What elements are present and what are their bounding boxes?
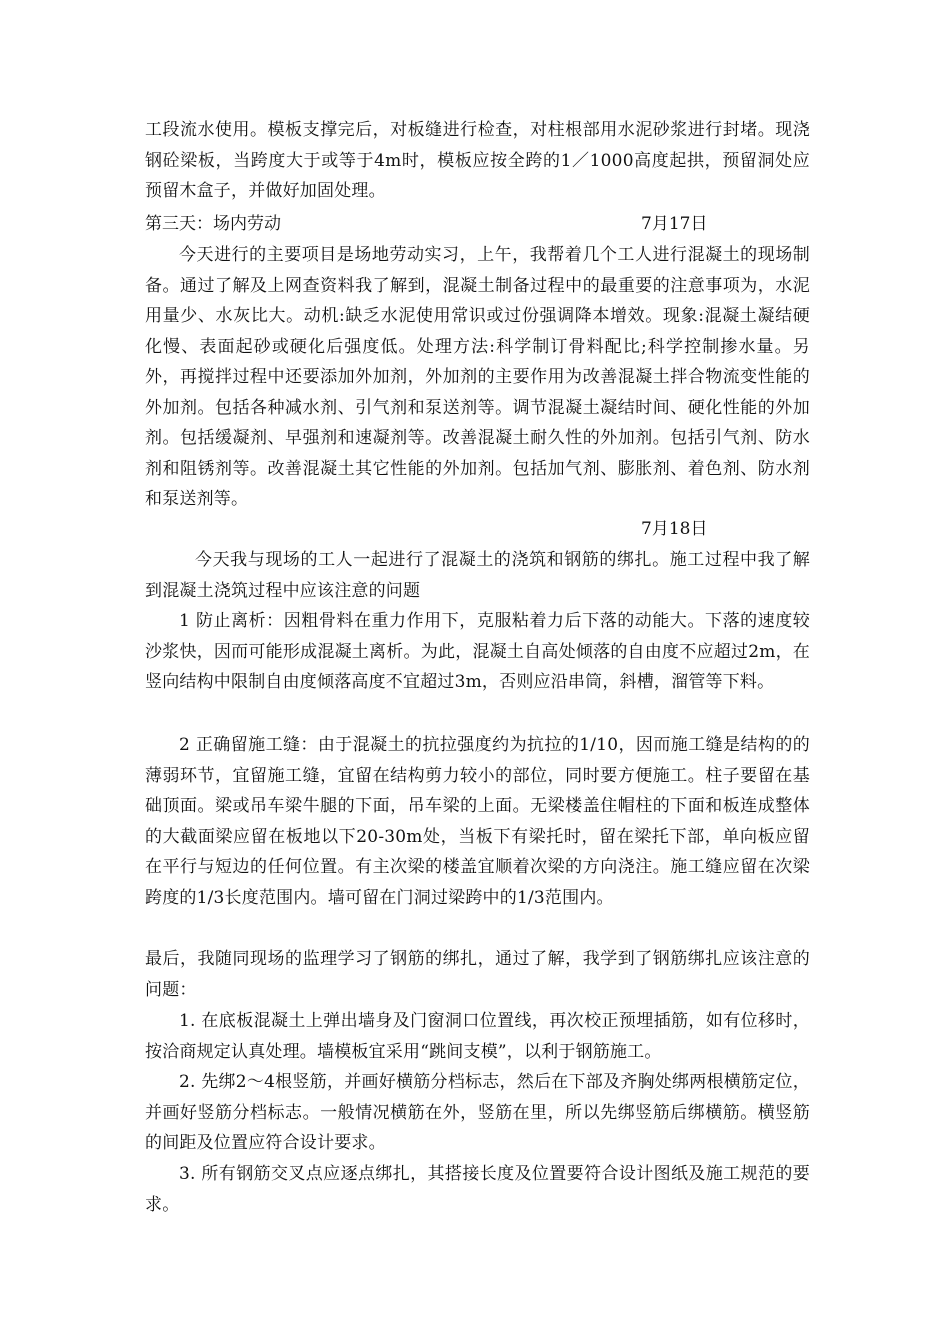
- rebar-item-3: 3. 所有钢筋交叉点应逐点绑扎，其搭接长度及位置要符合设计图纸及施工规范的要求。: [145, 1164, 810, 1215]
- concrete-item-2: 2 正确留施工缝：由于混凝土的抗拉强度约为抗拉的1/10，因而施工缝是结构的的薄弱环节，宜留施工缝，宜留在结构剪力较小的部位，同时要方便施工。柱子要留在基础顶面。梁或吊车梁牛腿的下面，吊车梁的上面。无梁楼盖住帽柱的下面和板连成整体的大截面梁应留在板地以下20-30m处，当板下有梁托时，留在梁托下部，单向板应留在平行与短边的任何位置。有主次梁的楼盖宜顺着次梁的方向浇注。施工缝应留在次梁跨度的1/3长度范围内。墙可留在门洞过梁跨中的1/3范围内。: [145, 735, 810, 908]
- day3-title: 第三天：场内劳动: [145, 214, 281, 234]
- day3-heading: [145, 209, 810, 239]
- intro-paragraph: 工段流水使用。模板支撑完后，对板缝进行检查，对柱根部用水泥砂浆进行封堵。现浇钢砼梁板，当跨度大于或等于4m时，模板应按全跨的1／1000高度起拱，预留洞处应预留木盒子，并做好加固处理。: [145, 120, 810, 201]
- day4-date: 7月18日: [641, 519, 708, 539]
- rebar-item-2: 2. 先绑2～4根竖筋，并画好横筋分档标志，然后在下部及齐胸处绑两根横筋定位，并画好竖筋分档标志。一般情况横筋在外，竖筋在里，所以先绑竖筋后绑横筋。横竖筋的间距及位置应符合设计要求。: [145, 1072, 810, 1153]
- day4-heading: [145, 514, 810, 544]
- day3-paragraph: 今天进行的主要项目是场地劳动实习，上午，我帮着几个工人进行混凝土的现场制备。通过了解及上网查资料我了解到，混凝土制备过程中的最重要的注意事项为，水泥用量少、水灰比大。动机:缺乏水泥使用常识或过份强调降本增效。现象:混凝土凝结硬化慢、表面起砂或硬化后强度低。处理方法:科学制订骨料配比;科学控制掺水量。另外，再搅拌过程中还要添加外加剂，外加剂的主要作用为改善混凝土拌合物流变性能的外加剂。包括各种减水剂、引气剂和泵送剂等。调节混凝土凝结时间、硬化性能的外加剂。包括缓凝剂、早强剂和速凝剂等。改善混凝土耐久性的外加剂。包括引气剂、防水剂和阻锈剂等。改善混凝土其它性能的外加剂。包括加气剂、膨胀剂、着色剂、防水剂和泵送剂等。: [145, 245, 810, 509]
- day3-date: 7月17日: [641, 214, 708, 234]
- rebar-item-1: 1. 在底板混凝土上弹出墙身及门窗洞口位置线，再次校正预埋插筋，如有位移时，按洽商规定认真处理。墙模板宜采用“跳间支模”，以利于钢筋施工。: [145, 1011, 810, 1062]
- final-paragraph: 最后，我随同现场的监理学习了钢筋的绑扎，通过了解，我学到了钢筋绑扎应该注意的问题：: [145, 949, 810, 1000]
- concrete-item-1: 1 防止离析：因粗骨料在重力作用下，克服粘着力后下落的动能大。下落的速度较沙浆快，因而可能形成混凝土离析。为此，混凝土自高处倾落的自由度不应超过2m，在竖向结构中限制自由度倾落高度不宜超过3m，否则应沿串筒，斜槽，溜管等下料。: [145, 611, 810, 692]
- day4-paragraph: 今天我与现场的工人一起进行了混凝土的浇筑和钢筋的绑扎。施工过程中我了解到混凝土浇筑过程中应该注意的问题: [145, 550, 810, 601]
